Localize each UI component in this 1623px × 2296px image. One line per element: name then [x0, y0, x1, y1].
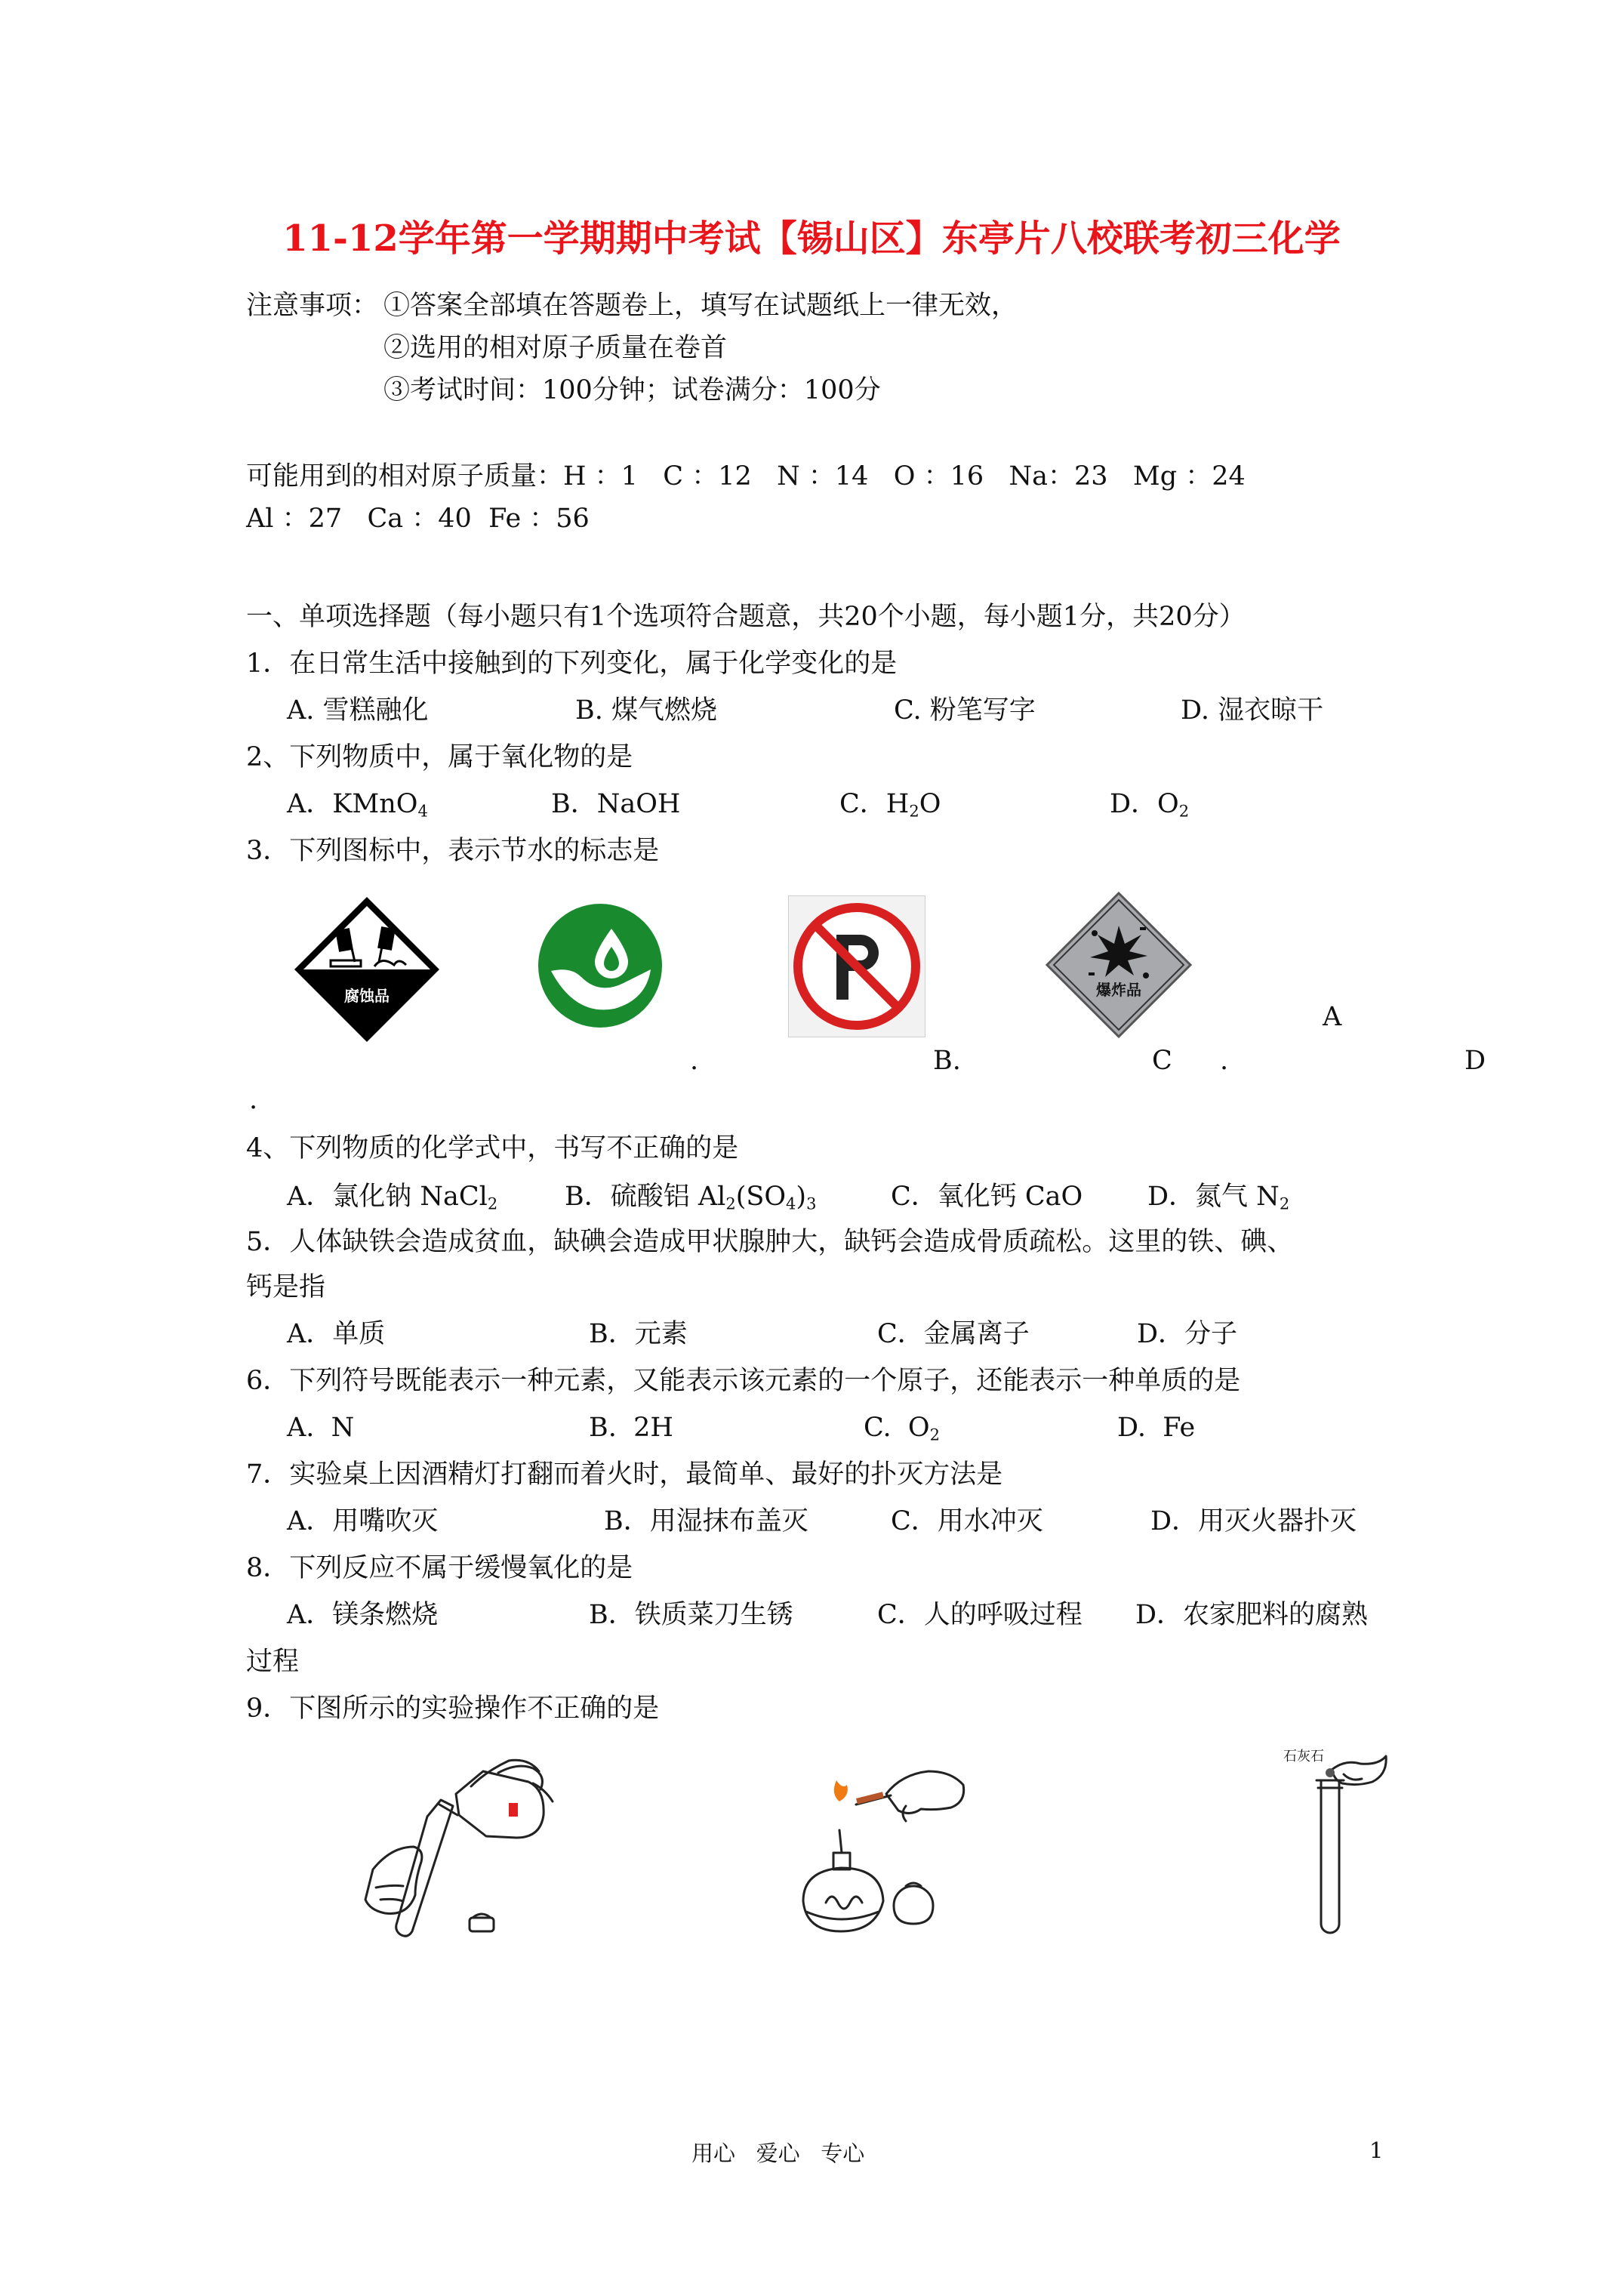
q8-stem: 8．下列反应不属于缓慢氧化的是	[246, 1553, 633, 1583]
q8-option-a: A．镁条燃烧	[287, 1600, 439, 1630]
q8-option-c: C．人的呼吸过程	[877, 1600, 1083, 1630]
test-tube-illustration	[1306, 1743, 1389, 1936]
page-title: 11-12学年第一学期期中考试【锡山区】东亭片八校联考初三化学	[282, 217, 1341, 260]
atomic-mass-line-2: Al ：27 Ca ：40 Fe ：56	[246, 504, 590, 534]
q4-option-d: D．氮气 $N_2$	[1147, 1182, 1290, 1213]
q7-option-c: C．用水冲灭	[891, 1506, 1043, 1536]
footer-motto: 用心 爱心 专心	[691, 2140, 865, 2166]
q9-stem: 9．下图所示的实验操作不正确的是	[246, 1693, 660, 1724]
q3-dot-c: .	[1220, 1046, 1229, 1076]
q5-option-b: B．元素	[589, 1319, 688, 1349]
q2-option-b: B．NaOH	[551, 789, 681, 819]
q6-option-a: A. N	[287, 1413, 355, 1443]
q5-stem-line-2: 钙是指	[246, 1272, 326, 1302]
q7-option-a: A．用嘴吹灭	[287, 1506, 439, 1536]
explosive-hazard-icon	[1045, 891, 1193, 1039]
q7-option-b: B．用湿抹布盖灭	[604, 1506, 808, 1536]
q2-option-c: C．$H_2O$	[839, 789, 941, 821]
q1-option-c: C. 粉笔写字	[894, 695, 1036, 726]
q8-option-d: D．农家肥料的腐熟	[1135, 1600, 1369, 1630]
q3-label-c: C	[1152, 1046, 1172, 1076]
q7-option-d: D．用灭火器扑灭	[1150, 1506, 1357, 1536]
notes-label: 注意事项：	[246, 291, 379, 321]
section-heading: 一、单项选择题（每小题只有1个选项符合题意，共20个小题，每小题1分，共20分）	[246, 602, 1246, 632]
q5-stem-line-1: 5．人体缺铁会造成贫血，缺碘会造成甲状腺肿大，缺钙会造成骨质疏松。这里的铁、碘、	[246, 1227, 1294, 1257]
q3-label-d: D	[1464, 1046, 1486, 1076]
atomic-mass-line-1: 可能用到的相对原子质量：H ：1 C ：12 N ：14 O ：16 Na：23 Mg ：24	[246, 461, 1246, 492]
q1-option-b: B. 煤气燃烧	[575, 695, 717, 726]
q3-label-b: B.	[933, 1046, 961, 1076]
q1-option-d: D. 湿衣晾干	[1181, 695, 1324, 726]
q5-option-a: A．单质	[287, 1319, 386, 1349]
q6-option-d: D. Fe	[1117, 1413, 1196, 1443]
q4-option-c: C．氧化钙 CaO	[891, 1182, 1083, 1212]
q8-option-d-continued: 过程	[246, 1647, 300, 1677]
q3-dot-d: .	[249, 1085, 258, 1115]
explosive-label: 爆炸品	[1096, 981, 1141, 999]
note-item-1: ①答案全部填在答题卷上，填写在试题纸上一律无效，	[383, 291, 1018, 321]
q4-option-a: A．氯化钠 NaCl$_2$	[287, 1182, 498, 1213]
corrosive-hazard-icon	[291, 894, 442, 1045]
q3-dot-a: .	[690, 1046, 699, 1076]
pouring-liquid-illustration	[358, 1756, 565, 1940]
note-item-2: ②选用的相对原子质量在卷首	[383, 333, 728, 363]
q5-option-c: C．金属离子	[877, 1319, 1030, 1349]
q5-option-d: D．分子	[1137, 1319, 1238, 1349]
q6-option-c: C. $O_2$	[864, 1413, 940, 1444]
q1-stem: 1．在日常生活中接触到的下列变化，属于化学变化的是	[246, 649, 898, 679]
q6-stem: 6．下列符号既能表示一种元素，又能表示该元素的一个原子，还能表示一种单质的是	[246, 1366, 1241, 1396]
q1-option-a: A. 雪糕融化	[287, 695, 429, 726]
q6-option-b: B. 2H	[589, 1413, 673, 1443]
q8-option-b: B．铁质菜刀生锈	[589, 1600, 793, 1630]
q2-option-a: A．KMnO$_4$	[287, 789, 428, 821]
q2-stem: 2、下列物质中，属于氧化物的是	[246, 742, 633, 772]
q7-stem: 7．实验桌上因酒精灯打翻而着火时，最简单、最好的扑灭方法是	[246, 1459, 1003, 1490]
q2-option-d: D．$O_2$	[1110, 789, 1190, 821]
page-number: 1	[1369, 2137, 1384, 2163]
limestone-label: 石灰石	[1283, 1749, 1324, 1764]
note-item-3: ③考试时间：100分钟；试卷满分：100分	[383, 375, 881, 405]
corrosive-label: 腐蚀品	[344, 987, 390, 1005]
no-parking-icon	[788, 895, 925, 1037]
water-saving-icon	[536, 901, 664, 1030]
q3-stem: 3．下列图标中，表示节水的标志是	[246, 836, 660, 866]
q4-option-b: B．硫酸铝 $Al_2(SO_4)_3$	[565, 1182, 817, 1213]
q4-stem: 4、下列物质的化学式中，书写不正确的是	[246, 1133, 739, 1163]
q3-label-a: A	[1323, 1002, 1342, 1032]
alcohol-lamp-illustration	[793, 1768, 974, 1939]
